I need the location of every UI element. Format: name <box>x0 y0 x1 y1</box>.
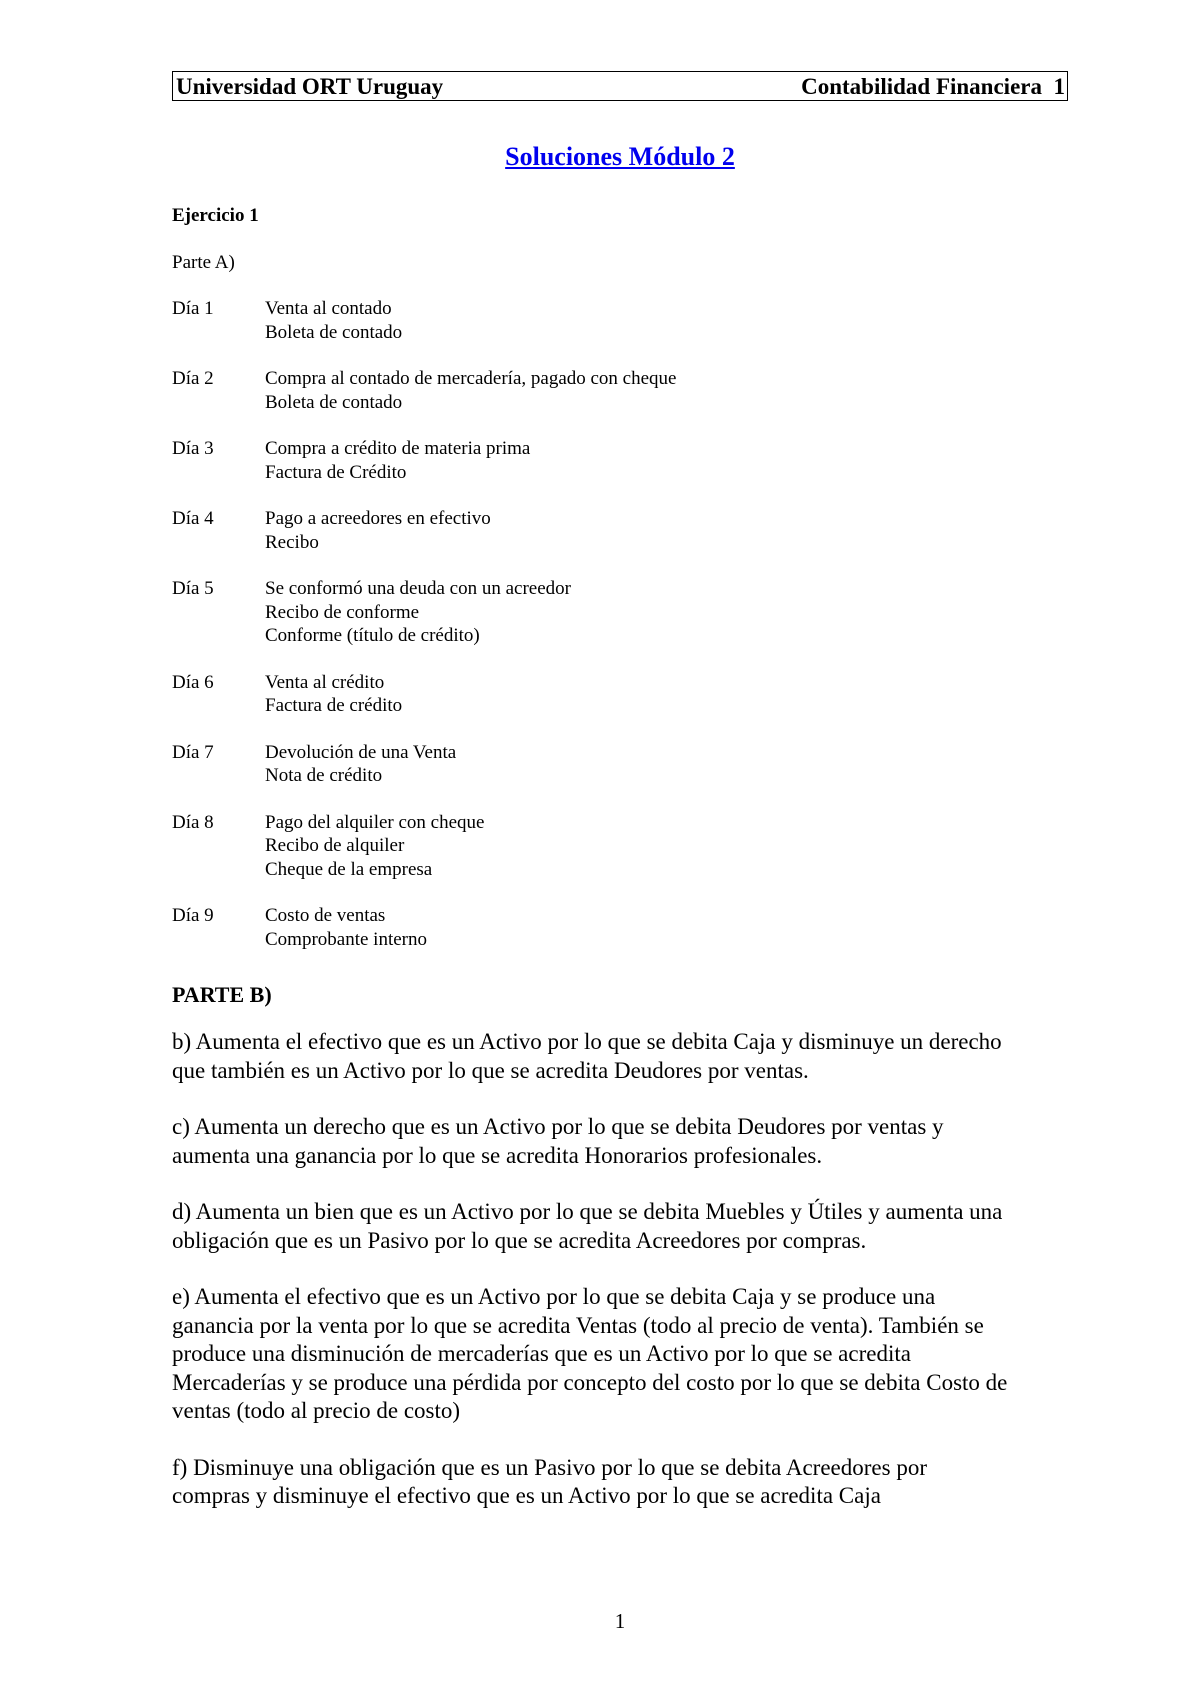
day-line: Factura de crédito <box>265 695 403 716</box>
day-label: Día 8 <box>172 811 214 833</box>
day-entry <box>172 811 972 882</box>
day-description <box>265 671 402 718</box>
answer-paragraph <box>172 1113 1072 1170</box>
day-description <box>265 811 484 882</box>
part-b-label: PARTE B) <box>172 982 272 1007</box>
day-label: Día 2 <box>172 368 214 389</box>
answer-line: e) Aumenta el efectivo que es un Activo por lo que se debita Caja y se produce una <box>172 1284 936 1309</box>
day-line: Recibo de conforme <box>265 601 420 623</box>
answer-line: d) Aumenta un bien que es un Activo por lo que se debita Muebles y Útiles y aumenta una <box>172 1199 1003 1224</box>
day-line: Boleta de contado <box>265 321 403 343</box>
day-label: Día 6 <box>172 671 214 693</box>
day-line: Boleta de contado <box>265 391 403 413</box>
day-line: Conforme (título de crédito) <box>265 625 480 646</box>
day-label: Día 9 <box>172 905 214 926</box>
day-label: Día 3 <box>172 438 214 459</box>
answer-paragraph <box>172 1454 1072 1511</box>
answer-line: produce una disminución de mercaderías que es un Activo por lo que se acredita <box>172 1341 911 1366</box>
day-line: Costo de ventas <box>265 905 386 926</box>
day-description <box>265 741 456 788</box>
day-label: Día 7 <box>172 741 214 763</box>
day-line: Pago del alquiler con cheque <box>265 811 485 833</box>
part-a-label: Parte A) <box>172 252 235 273</box>
answers-section <box>172 1028 1072 1539</box>
header-course: Contabilidad Financiera 1 <box>801 73 1065 99</box>
answer-paragraph <box>172 1198 1072 1255</box>
day-label: Día 4 <box>172 508 214 529</box>
exercise-heading: Ejercicio 1 <box>172 205 259 226</box>
answer-line: ganancia por la venta por lo que se acredita Ventas (todo al precio de venta). También se <box>172 1312 984 1338</box>
answer-line: ventas (todo al precio de costo) <box>172 1398 461 1423</box>
answer-line: b) Aumenta el efectivo que es un Activo por lo que se debita Caja y disminuye un derecho <box>172 1029 1002 1054</box>
day-entry <box>172 671 972 718</box>
day-line: Pago a acreedores en efectivo <box>265 508 491 529</box>
answer-line: compras y disminuye el efectivo que es un Activo por lo que se acredita Caja <box>172 1483 881 1508</box>
answer-paragraph <box>172 1028 1072 1085</box>
day-line: Nota de crédito <box>265 765 383 786</box>
day-label: Día 5 <box>172 578 214 599</box>
day-entry <box>172 577 972 648</box>
day-description <box>265 577 571 648</box>
page-header <box>172 71 1068 101</box>
header-institution: Universidad ORT Uruguay <box>176 73 444 99</box>
day-entry <box>172 507 972 554</box>
day-entry <box>172 297 972 344</box>
day-description <box>265 437 530 484</box>
day-line: Venta al crédito <box>265 671 385 693</box>
page-title-link[interactable]: Soluciones Módulo 2 <box>505 142 735 171</box>
day-line: Recibo de alquiler <box>265 835 405 856</box>
answer-line: obligación que es un Pasivo por lo que se acredita Acreedores por compras. <box>172 1227 867 1253</box>
day-line: Compra al contado de mercadería, pagado con cheque <box>265 368 677 389</box>
day-line: Comprobante interno <box>265 928 427 950</box>
day-line: Recibo <box>265 531 319 553</box>
answer-line: Mercaderías y se produce una pérdida por concepto del costo por lo que se debita Costo de <box>172 1369 1008 1395</box>
day-description <box>265 297 402 344</box>
days-list <box>172 297 972 974</box>
day-line: Venta al contado <box>265 298 392 319</box>
day-line: Factura de Crédito <box>265 461 407 483</box>
day-entry <box>172 904 972 951</box>
day-line: Compra a crédito de materia prima <box>265 438 531 459</box>
day-entry <box>172 367 972 414</box>
day-description <box>265 904 427 951</box>
page-title[interactable] <box>0 142 1200 172</box>
answer-line: que también es un Activo por lo que se acredita Deudores por ventas. <box>172 1057 809 1083</box>
answer-line: f) Disminuye una obligación que es un Pasivo por lo que se debita Acreedores por <box>172 1454 927 1480</box>
day-description <box>265 367 676 414</box>
answer-paragraph <box>172 1283 1072 1426</box>
day-line: Cheque de la empresa <box>265 858 433 880</box>
day-label: Día 1 <box>172 298 214 319</box>
page-number: 1 <box>614 1609 626 1633</box>
day-entry <box>172 741 972 788</box>
day-description <box>265 507 491 554</box>
answer-line: c) Aumenta un derecho que es un Activo por lo que se debita Deudores por ventas y <box>172 1114 944 1139</box>
day-entry <box>172 437 972 484</box>
answer-line: aumenta una ganancia por lo que se acredita Honorarios profesionales. <box>172 1142 823 1168</box>
day-line: Se conformó una deuda con un acreedor <box>265 578 571 599</box>
day-line: Devolución de una Venta <box>265 741 457 763</box>
